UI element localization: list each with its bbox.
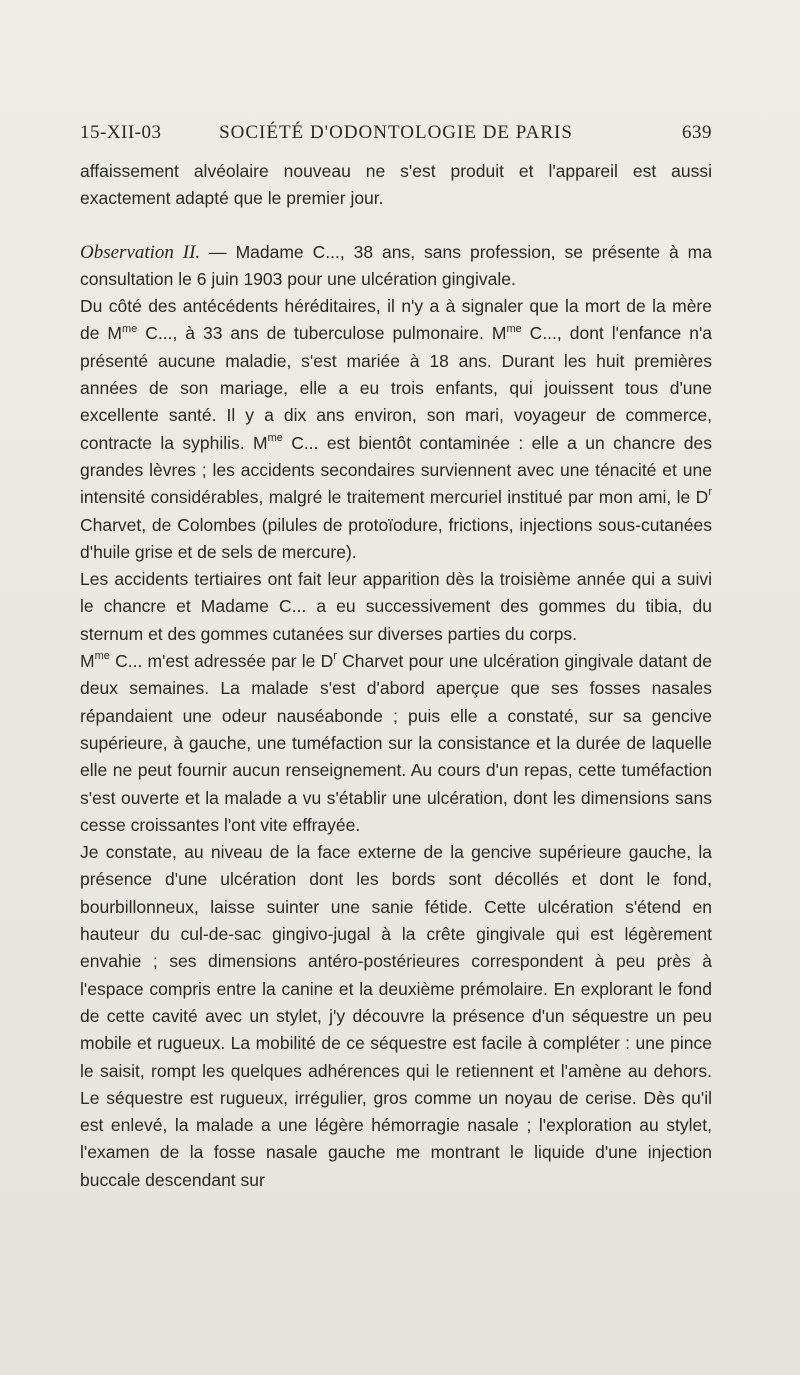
body-text (80, 158, 712, 1194)
observation-label: Observation II. (80, 241, 201, 263)
paragraph-tertiary: Les accidents tertiaires ont fait leur apparition dès la troisième année qui a suivi le chancre et Madame C... a eu successivement des gommes du tibia, du sternum et des gommes cutanées sur diverses parties du corps. (80, 569, 712, 644)
abbrev-sup: r (333, 650, 337, 663)
page-number: 639 (682, 122, 712, 143)
abbrev-sup: me (506, 322, 522, 335)
paragraph-examination: Je constate, au niveau de la face externe de la gencive supérieure gauche, la présence d'une ulcération dont les bords sont décollés et dont le fond, bourbillonneux, laisse suinter une sanie fétide. Cette ulcération s'étend en hauteur du cul-de-sac gingivo-jugal à la crête gingivale qui est légèrement envahie ; ses dimensions antéro-postérieures correspondent à peu près à l'espace compris entre la canine et la deuxième prémolaire. En explorant le fond de cette cavité avec un stylet, j'y découvre la présence d'un séquestre un peu mobile et rugueux. La mobilité de ce séquestre est facile à compléter : une pince le saisit, rompt les quelques adhérences qui le retiennent et l'amène au dehors. Le séquestre est rugueux, irrégulier, gros comme un noyau de cerise. Dès qu'il est enlevé, la malade a une légère hémorragie nasale ; l'exploration au stylet, l'examen de la fosse nasale gauche me montrant le liquide d'une injection buccale descendant sur (80, 842, 712, 1190)
running-title: SOCIÉTÉ D'ODONTOLOGIE DE PARIS (219, 122, 573, 143)
paragraph-antecedents: Du côté des antécédents héréditaires, il n'y a à signaler que la mort de la mère de $M^{me}$ C..., à 33 ans de tuberculose pulmonaire. $M^{me}$ C..., dont l'enfance n'a présenté aucune maladie, s'est mariée à 18 ans. Durant les huit premières années de son mariage, elle a eu trois enfants, qui jouissent tous d'une excellente santé. Il y a dix ans environ, son mari, voyageur de commerce, contracte la syphilis. $M^{me}$ C... est bientôt contaminée : elle a un chancre des grandes lèvres ; les accidents secondaires surviennent avec une ténacité et une intensité considérables, malgré le traitement mercuriel institué par mon ami, le $D^r$ Charvet, de Colombes (pilules de protoïodure, frictions, injections sous-cutanées d'huile grise et de sels de mercure). (80, 296, 713, 562)
abbrev-sup: me (122, 322, 138, 335)
paragraph-1: affaissement alvéolaire nouveau ne s'est produit et l'appareil est aussi exactement adapté que le premier jour. (80, 161, 712, 209)
paragraph-observation: Observation II. — Madame C..., 38 ans, sans profession, se présente à ma consultation le 6 juin 1903 pour une ulcération gingivale. (80, 241, 712, 289)
abbrev-sup: r (708, 486, 712, 499)
abbrev-sup: me (267, 431, 283, 444)
header-date: 15-XII-03 (80, 122, 162, 143)
paragraph-referral: $M^{me}$ C... m'est adressée par le $D^r$ Charvet pour une ulcération gingivale datant de deux semaines. La malade s'est d'abord aperçue que ses fosses nasales répandaient une odeur nauséabonde ; puis elle a constaté, sur sa gencive supérieure, à gauche, une tuméfaction sur la consistance et la durée de laquelle elle ne peut fournir aucun renseignement. Au cours d'un repas, cette tuméfaction s'est ouverte et la malade a vu s'établir une ulcération, dont les dimensions sans cesse croissantes l'ont vite effrayée. (80, 650, 712, 835)
page-header (80, 122, 712, 148)
abbrev-sup: me (94, 650, 110, 663)
